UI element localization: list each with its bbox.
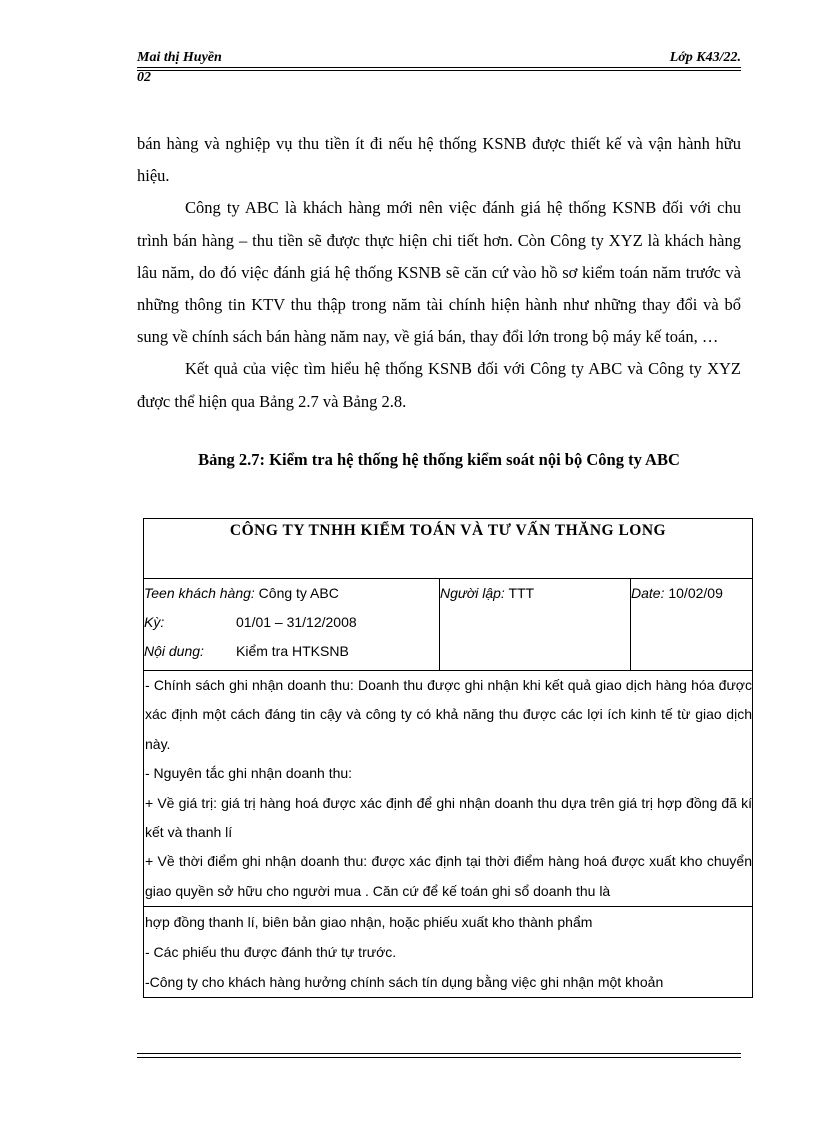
period-value: 01/01 – 31/12/2008 — [236, 614, 357, 630]
table-caption: Bảng 2.7: Kiểm tra hệ thống hệ thống kiểm soát nội bộ Công ty ABC — [198, 450, 680, 469]
form-date-cell — [630, 579, 753, 670]
header-class-cont: 02 — [137, 70, 151, 85]
paragraph: bán hàng và nghiệp vụ thu tiền ít đi nếu hệ thống KSNB được thiết kế và vận hành hữu hiệu. — [137, 134, 741, 186]
header-author: Mai thị Huyền — [137, 50, 222, 65]
content-line: - Nguyên tắc ghi nhận doanh thu: — [145, 765, 353, 782]
form-info-row — [144, 579, 752, 671]
content-label: Nội dung: — [144, 643, 204, 659]
client-label: Teen khách hàng: — [144, 585, 255, 601]
header-rule — [137, 70, 741, 71]
period-label: Kỳ: — [144, 614, 165, 630]
form-content-block — [144, 907, 752, 997]
date-label: Date: — [631, 585, 665, 601]
content-line: hợp đồng thanh lí, biên bản giao nhận, hoặc phiếu xuất kho thành phẩm — [145, 914, 593, 931]
paragraph: Kết quả của việc tìm hiểu hệ thống KSNB đối với Công ty ABC và Công ty XYZ được thể hiện qua Bảng 2.7 và Bảng 2.8. — [137, 359, 741, 411]
form-company-name: CÔNG TY TNHH KIỂM TOÁN VÀ TƯ VẤN THĂNG LONG — [144, 519, 752, 579]
preparer-value: TTT — [504, 585, 535, 601]
content-line: - Các phiếu thu được đánh thứ tự trước. — [145, 944, 397, 961]
footer-rule — [137, 1053, 741, 1054]
preparer-label: Người lập: — [440, 585, 505, 601]
body-text — [137, 128, 741, 418]
audit-form — [143, 518, 753, 998]
form-preparer-cell — [439, 579, 630, 670]
header-rule — [137, 67, 741, 68]
page-header — [137, 50, 741, 90]
paragraph: Công ty ABC là khách hàng mới nên việc đánh giá hệ thống KSNB đối với chu trình bán hàng – thu tiền sẽ được thực hiện chi tiết hơn. Còn Công ty XYZ là khách hàng lâu năm, do đó việc đánh giá hệ thống KSNB sẽ căn cứ vào hồ sơ kiểm toán năm trước và những thông tin KTV thu thập trong năm tài chính hiện hành như những thay đổi và bổ sung về chính sách bán hàng năm nay, về giá bán, thay đổi lớn trong bộ máy kế toán, … — [137, 198, 741, 347]
content-line: -Công ty cho khách hàng hưởng chính sách tín dụng bằng việc ghi nhận một khoản — [145, 974, 664, 991]
form-content-block — [144, 671, 752, 907]
footer-rule — [137, 1057, 741, 1058]
content-line: - Chính sách ghi nhận doanh thu: Doanh thu được ghi nhận khi kết quả giao dịch hàng hóa được xác định một cách đáng tin cậy và công ty có khả năng thu được các lợi ích kinh tế từ giao dịch này. — [145, 677, 752, 752]
header-class: Lớp K43/22. — [669, 50, 741, 65]
content-line: + Về giá trị: giá trị hàng hoá được xác định để ghi nhận doanh thu dựa trên giá trị hợp đồng đã kí kết và thanh lí — [145, 794, 752, 841]
date-value: 10/02/09 — [664, 585, 723, 601]
content-line: + Về thời điểm ghi nhận doanh thu: được xác định tại thời điểm hàng hoá được xuất kho chuyển giao quyền sở hữu cho người mua . Căn cứ để kế toán ghi sổ doanh thu là — [145, 853, 752, 899]
form-client-cell — [144, 579, 439, 670]
client-value: Công ty ABC — [254, 585, 339, 601]
content-value: Kiểm tra HTKSNB — [236, 643, 349, 659]
page-footer-rule — [137, 1053, 741, 1058]
